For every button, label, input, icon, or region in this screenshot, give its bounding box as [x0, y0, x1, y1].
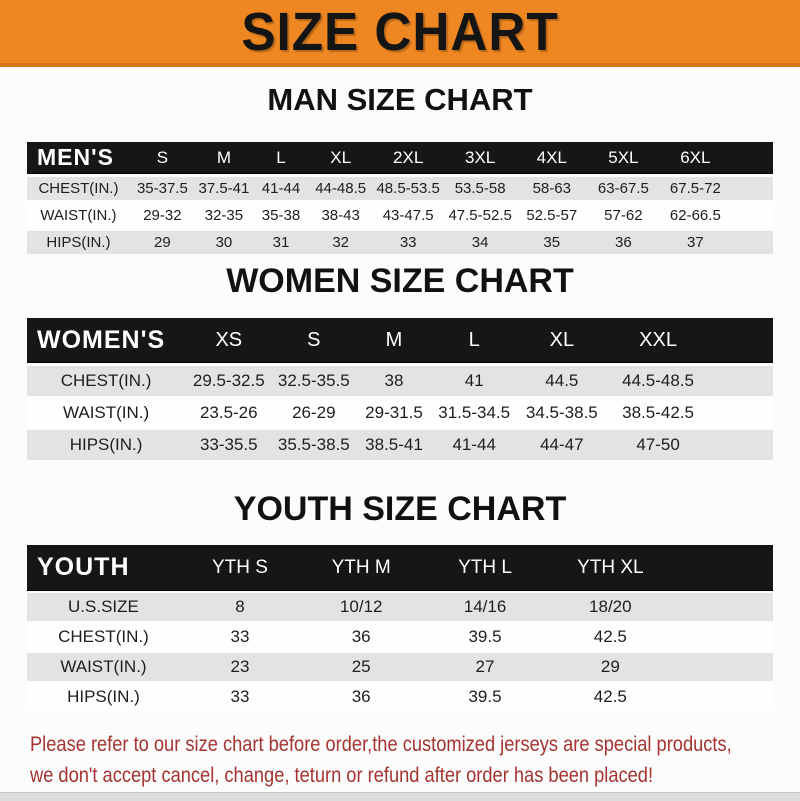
- table-cell: 42.5: [593, 627, 627, 646]
- table-cell: 44-48.5: [315, 180, 367, 197]
- column-header: YTH XL: [577, 556, 644, 578]
- spacer-cell: [731, 231, 773, 254]
- table-row: [27, 177, 773, 200]
- column-header: YTH M: [331, 556, 391, 578]
- table-cell: 58-63: [532, 180, 571, 197]
- table-cell: 34: [471, 234, 489, 251]
- column-header: L: [468, 328, 480, 351]
- table-cell: 41-44: [261, 180, 301, 197]
- table-row: [27, 653, 773, 681]
- table-cell: 67.5-72: [669, 180, 721, 197]
- table-header-row: [27, 545, 773, 590]
- column-header: XL: [549, 328, 575, 351]
- table-cell: 23.5-26: [199, 403, 258, 422]
- table-corner-label: MEN'S: [37, 144, 114, 170]
- column-header: YTH S: [211, 556, 268, 578]
- table-cell: 26-29: [292, 403, 336, 422]
- table-cell: 38.5-42.5: [622, 403, 694, 422]
- column-header: XXL: [639, 328, 677, 351]
- table-row: [27, 231, 773, 254]
- table-cell: 38: [384, 371, 404, 390]
- spacer-cell: [731, 142, 773, 173]
- column-header: 4XL: [536, 147, 567, 167]
- row-label: WAIST(IN.): [60, 657, 147, 676]
- column-header: 5XL: [608, 147, 639, 167]
- column-header: S: [307, 328, 321, 351]
- spacer-cell: [673, 653, 773, 681]
- table-row: [27, 430, 773, 460]
- row-label: CHEST(IN.): [58, 627, 149, 646]
- spacer-cell: [731, 204, 773, 227]
- column-header: YTH L: [458, 556, 512, 578]
- women-size-table: [27, 318, 773, 462]
- spacer-cell: [708, 430, 773, 460]
- table-cell: 38.5-41: [365, 435, 423, 454]
- table-cell: 29: [600, 657, 620, 676]
- table-cell: 35-38: [261, 207, 301, 224]
- table-cell: 32.5-35.5: [277, 371, 350, 390]
- table-cell: 33: [230, 687, 250, 706]
- table-cell: 18/20: [589, 597, 632, 616]
- column-header: XS: [215, 328, 243, 351]
- table-cell: 44.5-48.5: [622, 371, 694, 390]
- row-label: U.S.SIZE: [68, 597, 139, 616]
- table-cell: 39.5: [468, 687, 502, 706]
- size-chart-banner: [0, 0, 800, 67]
- table-cell: 14/16: [463, 597, 507, 616]
- table-cell: 48.5-53.5: [376, 180, 440, 197]
- column-header: 6XL: [680, 147, 711, 167]
- spacer-cell: [673, 593, 773, 621]
- row-label: HIPS(IN.): [69, 435, 143, 454]
- table-cell: 10/12: [339, 597, 383, 616]
- table-cell: 52.5-57: [526, 207, 578, 224]
- table-cell: 41: [464, 371, 484, 390]
- spacer-cell: [708, 366, 773, 396]
- table-cell: 27: [475, 657, 495, 676]
- footer-note-line-1: Please refer to our size chart before order,the customized jerseys are special products,: [30, 733, 732, 756]
- table-header-row: [27, 142, 773, 173]
- table-cell: 33: [230, 627, 250, 646]
- table-cell: 37.5-41: [198, 180, 250, 197]
- table-row: [27, 398, 773, 428]
- row-label: HIPS(IN.): [46, 234, 111, 251]
- table-cell: 30: [215, 234, 233, 251]
- table-cell: 33: [399, 234, 417, 251]
- table-row: [27, 593, 773, 621]
- table-cell: 32: [332, 234, 349, 251]
- row-label: WAIST(IN.): [40, 207, 117, 224]
- table-cell: 29-32: [143, 207, 182, 224]
- table-cell: 34.5-38.5: [525, 403, 598, 422]
- table-row: [27, 683, 773, 711]
- spacer-cell: [708, 398, 773, 428]
- column-header: L: [276, 147, 286, 167]
- table-cell: 42.5: [593, 687, 627, 706]
- spacer-cell: [731, 177, 773, 200]
- table-header-row: [27, 318, 773, 362]
- table-cell: 32-35: [204, 207, 244, 224]
- row-label: CHEST(IN.): [60, 371, 152, 390]
- table-cell: 36: [351, 627, 371, 646]
- table-cell: 35-37.5: [136, 180, 188, 197]
- youth-section-heading: YOUTH SIZE CHART: [233, 490, 567, 528]
- footer-note-line-2: we don't accept cancel, change, teturn or refund after order has been placed!: [30, 764, 654, 787]
- table-cell: 44-47: [540, 435, 584, 454]
- table-cell: 43-47.5: [382, 207, 434, 224]
- table-cell: 31.5-34.5: [438, 403, 511, 422]
- table-cell: 47-50: [636, 435, 680, 454]
- row-label: WAIST(IN.): [62, 403, 150, 422]
- table-cell: 63-67.5: [597, 180, 649, 197]
- table-cell: 57-62: [604, 207, 643, 224]
- table-cell: 41-44: [452, 435, 496, 454]
- spacer-cell: [673, 683, 773, 711]
- table-cell: 33-35.5: [199, 435, 258, 454]
- men-size-table: [27, 142, 773, 258]
- table-cell: 62-66.5: [669, 207, 721, 224]
- table-cell: 8: [235, 597, 245, 616]
- banner-title: SIZE CHART: [241, 1, 559, 62]
- column-header: 2XL: [393, 147, 424, 167]
- men-section-heading: MAN SIZE CHART: [267, 82, 533, 117]
- table-cell: 44.5: [545, 371, 579, 390]
- row-label: HIPS(IN.): [67, 687, 140, 706]
- table-cell: 35: [543, 234, 561, 251]
- column-header: S: [156, 147, 169, 167]
- table-cell: 29: [154, 234, 171, 251]
- table-cell: 39.5: [468, 627, 502, 646]
- women-section-heading: WOMEN SIZE CHART: [226, 262, 574, 300]
- youth-size-table: [27, 545, 773, 713]
- table-cell: 35.5-38.5: [277, 435, 350, 454]
- table-cell: 53.5-58: [454, 180, 506, 197]
- table-cell: 29.5-32.5: [192, 371, 265, 390]
- table-corner-label: YOUTH: [37, 553, 130, 581]
- table-cell: 47.5-52.5: [448, 207, 512, 224]
- table-cell: 37: [687, 234, 704, 251]
- table-row: [27, 623, 773, 651]
- table-cell: 23: [230, 657, 250, 676]
- row-label: CHEST(IN.): [38, 180, 119, 197]
- column-header: XL: [330, 147, 352, 167]
- table-row: [27, 204, 773, 227]
- column-header: M: [385, 328, 403, 351]
- column-header: 3XL: [465, 147, 496, 167]
- spacer-cell: [673, 623, 773, 651]
- table-cell: 38-43: [321, 207, 360, 224]
- spacer-cell: [708, 318, 773, 362]
- table-cell: 25: [351, 657, 371, 676]
- spacer-cell: [673, 545, 773, 590]
- table-cell: 36: [351, 687, 371, 706]
- table-cell: 36: [615, 234, 632, 251]
- table-cell: 31: [272, 234, 290, 251]
- table-corner-label: WOMEN'S: [37, 325, 166, 354]
- table-row: [27, 366, 773, 396]
- table-cell: 29-31.5: [365, 403, 423, 422]
- column-header: M: [216, 147, 231, 167]
